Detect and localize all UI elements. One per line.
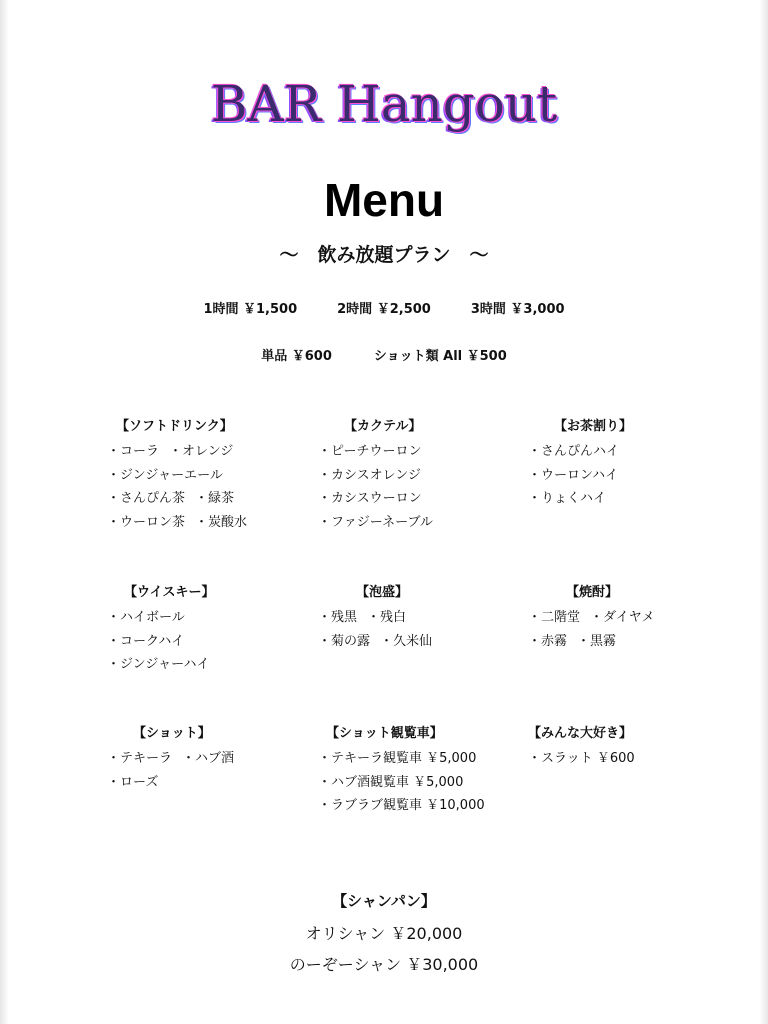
- section-heading: 【みんな大好き】: [528, 726, 633, 741]
- menu-line: [528, 440, 738, 464]
- menu-item: ・久米仙: [380, 633, 433, 649]
- menu-item: ・緑茶: [195, 491, 235, 506]
- menu-item: ・ラブラブ観覧車 ￥10,000: [318, 798, 485, 813]
- menu-line: [318, 747, 528, 771]
- menu-item: ・コークハイ: [107, 633, 185, 649]
- menu-line: [107, 630, 317, 654]
- menu-item: ・カシスウーロン: [318, 491, 422, 506]
- menu-line: [318, 630, 528, 654]
- menu-item: ・スラット ￥600: [528, 751, 635, 766]
- menu-line: [107, 440, 317, 464]
- menu-item: ・ウーロン茶: [107, 514, 186, 530]
- menu-line: [107, 747, 317, 771]
- menu-item: ・二階堂: [528, 610, 581, 625]
- menu-line: [107, 653, 317, 677]
- menu-item: ・ジンジャーハイ: [107, 657, 210, 672]
- menu-item: ・残黒: [318, 610, 358, 625]
- menu-line: [318, 440, 528, 464]
- menu-line: [528, 630, 738, 654]
- price-3-hours: 3時間 ￥3,000: [470, 302, 565, 317]
- page-edge-left: [0, 0, 9, 1024]
- menu-item: ・ファジーネーブル: [318, 514, 433, 530]
- menu-line: [107, 464, 317, 488]
- section-heading: 【お茶割り】: [554, 419, 633, 434]
- section-heading: 【カクテル】: [344, 419, 422, 434]
- section-tea-mix: [528, 417, 738, 511]
- section-awamori: [318, 583, 528, 653]
- menu-item: ・りょくハイ: [528, 491, 607, 506]
- section-soft-drink: [107, 417, 317, 534]
- menu-item: ・ピーチウーロン: [318, 444, 422, 459]
- menu-item: のーぞーシャン ￥30,000: [289, 955, 479, 974]
- menu-item: ・コーラ: [107, 444, 160, 459]
- price-2-hours: 2時間 ￥2,500: [337, 302, 431, 317]
- menu-item: ・ジンジャーエール: [107, 467, 223, 483]
- menu-line: [318, 464, 528, 488]
- brand-logo: BAR Hangout: [210, 75, 558, 133]
- menu-item: ・ダイヤメ: [590, 610, 655, 625]
- menu-line: [107, 606, 317, 630]
- time-price-row: [0, 300, 768, 320]
- section-heading: 【ソフトドリンク】: [116, 419, 233, 434]
- section-whisky: [107, 583, 317, 677]
- section-heading: 【泡盛】: [356, 585, 409, 600]
- menu-item: ・ウーロンハイ: [528, 467, 619, 483]
- menu-line: [528, 606, 738, 630]
- menu-line: [318, 771, 528, 795]
- menu-item: ・オレンジ: [169, 444, 234, 459]
- section-heading: 【シャンパン】: [332, 892, 436, 910]
- page-title: Menu: [323, 174, 445, 226]
- section-heading: 【ショット】: [133, 726, 211, 741]
- section-heading: 【ショット観覧車】: [326, 726, 443, 741]
- price-1-hour: 1時間 ￥1,500: [203, 302, 298, 317]
- single-price-row: [0, 347, 768, 367]
- menu-item: ・ハブ酒: [182, 751, 235, 766]
- section-champagne: [0, 888, 768, 980]
- menu-item: ・炭酸水: [195, 514, 248, 530]
- menu-item: ・ハブ酒観覧車 ￥5,000: [318, 774, 464, 790]
- section-favorite: [528, 724, 738, 771]
- section-shot: [107, 724, 317, 794]
- menu-line: [528, 747, 738, 771]
- menu-item: オリシャン ￥20,000: [305, 924, 463, 943]
- menu-line: [107, 511, 317, 535]
- menu-item: ・黒霧: [577, 633, 617, 649]
- menu-line: [318, 511, 528, 535]
- menu-item: ・ローズ: [107, 774, 159, 790]
- section-shochu: [528, 583, 738, 653]
- plan-title: ～ 飲み放題プラン ～: [279, 244, 489, 266]
- menu-item: ・赤霧: [528, 633, 568, 649]
- section-shot-ferris-wheel: [318, 724, 528, 818]
- price-single: 単品 ￥600: [261, 349, 332, 364]
- menu-item: ・さんぴん茶: [107, 491, 186, 506]
- menu-item: ・カシスオレンジ: [318, 467, 421, 483]
- menu-item: ・ハイボール: [107, 610, 185, 625]
- menu-line: [107, 487, 317, 511]
- menu-item: ・さんぴんハイ: [528, 444, 620, 459]
- price-shots-all: ショット類 All ￥500: [373, 349, 507, 364]
- menu-line: [318, 794, 528, 818]
- menu-item: ・残白: [367, 610, 407, 625]
- menu-line: [528, 487, 738, 511]
- menu-line: [318, 606, 528, 630]
- menu-line: [107, 771, 317, 795]
- section-heading: 【焼酎】: [566, 585, 619, 600]
- menu-line: [318, 487, 528, 511]
- section-heading: 【ウイスキー】: [124, 585, 215, 600]
- menu-item: ・テキーラ観覧車 ￥5,000: [318, 751, 477, 766]
- section-cocktail: [318, 417, 528, 534]
- menu-item: ・菊の露: [318, 633, 371, 649]
- menu-item: ・テキーラ: [107, 751, 173, 766]
- page-edge-right: [759, 0, 768, 1024]
- menu-line: [528, 464, 738, 488]
